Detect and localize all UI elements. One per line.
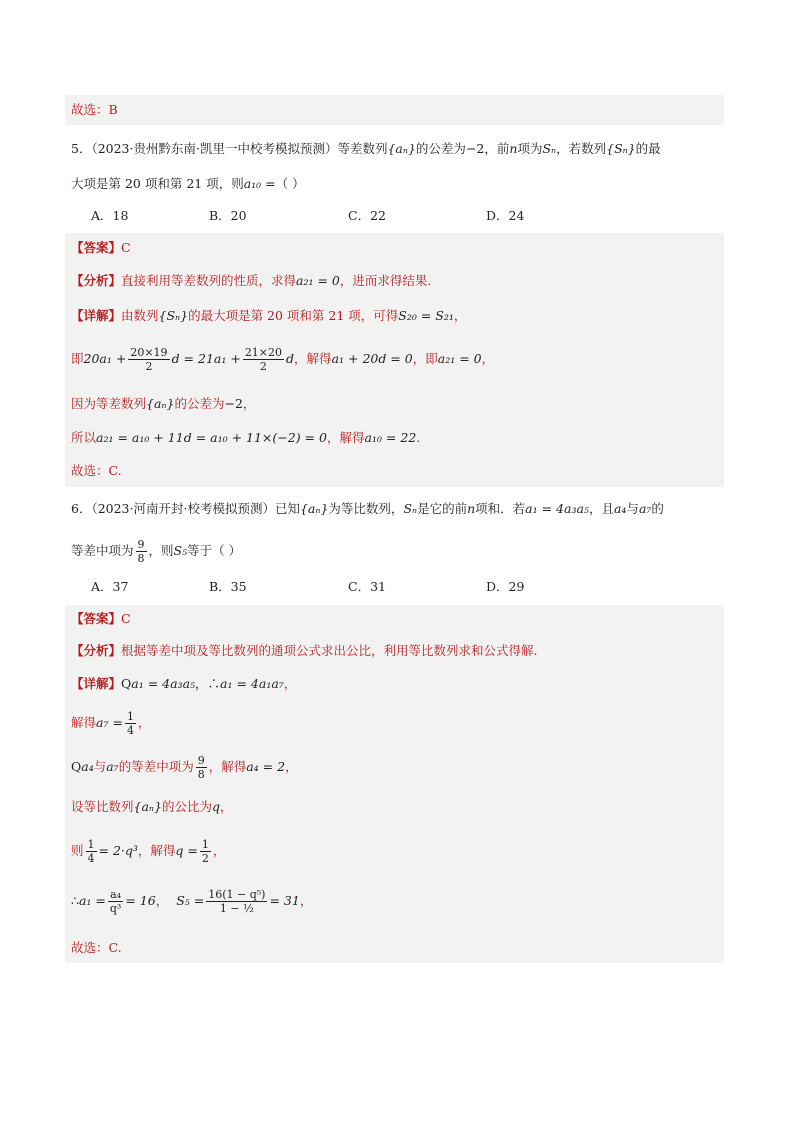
fraction — [243, 346, 284, 373]
detail-text: 所以 — [71, 430, 97, 445]
detail-text: ，解得 — [208, 759, 247, 774]
detail-math: = 16 — [125, 893, 156, 908]
q6-line1 — [71, 499, 664, 519]
fraction-num: 21×20 — [244, 346, 283, 359]
detail-math: a₇ = — [96, 715, 123, 730]
fraction-den: 4 — [87, 852, 95, 865]
detail-math: q — [211, 799, 220, 814]
detail-math: {aₙ} — [146, 396, 175, 411]
detail-math: Q — [121, 676, 132, 691]
detail-math: = 2·q³ — [98, 843, 138, 858]
q6-n: n — [467, 501, 476, 516]
detail-math: d — [286, 351, 295, 366]
detail-text: ， — [212, 843, 226, 858]
detail-text: ， — [299, 893, 313, 908]
analysis-text: 直接利用等差数列的性质，求得 — [121, 273, 297, 288]
q5-d: −2 — [465, 141, 485, 156]
q5-text: 大项是第 20 项和第 21 项，则 — [71, 176, 244, 191]
q5-text: ，若数列 — [556, 141, 607, 156]
q5-final: 故选：C. — [71, 463, 122, 478]
q6-detail-3 — [71, 754, 298, 781]
q5-text: 的公差为 — [415, 141, 466, 156]
q5-option-d: D．24 — [486, 208, 525, 223]
detail-text: 由数列 — [121, 308, 159, 323]
q5-analysis — [71, 271, 431, 291]
detail-math: a₂₁ = 0 — [437, 351, 482, 366]
answer-label: 【答案】 — [71, 240, 122, 255]
q5-Sn: Sₙ — [542, 141, 557, 156]
q6-final: 故选：C. — [71, 940, 122, 955]
q6-detail-6 — [71, 888, 312, 915]
detail-math: a₁ = — [78, 893, 106, 908]
q6-cond: a₁ = 4a₃a₅ — [525, 501, 589, 516]
fraction — [128, 346, 169, 373]
q5-seq: {aₙ} — [387, 141, 416, 156]
detail-text: ， — [219, 799, 233, 814]
fraction-num: 1 — [126, 710, 134, 723]
q5-detail-1 — [71, 306, 466, 326]
q5-number: 5． — [71, 141, 92, 156]
detail-text: ，解得 — [137, 843, 176, 858]
fraction — [108, 888, 123, 915]
detail-math: −2 — [224, 396, 243, 411]
q6-text: 与 — [626, 501, 639, 516]
detail-text: ，解得 — [294, 351, 332, 366]
detail-text: ， — [453, 308, 467, 323]
detail-math: S₂₀ = S₂₁ — [398, 308, 454, 323]
q6-text: 等于（ ） — [187, 543, 242, 558]
q5-detail-2 — [71, 346, 494, 373]
analysis-label: 【分析】 — [71, 273, 122, 288]
detail-math: a₇ — [106, 759, 119, 774]
q6-Sn: Sₙ — [403, 501, 418, 516]
detail-text: 解得 — [71, 715, 97, 730]
fraction-num: 1 — [201, 838, 209, 851]
fraction-den: 8 — [137, 552, 145, 565]
shade-final-b — [65, 95, 724, 125]
detail-text: ， — [155, 893, 169, 908]
detail-math: 20a₁ + — [83, 351, 127, 366]
q5-text: ，前 — [484, 141, 510, 156]
q5-option-a: A．18 — [91, 208, 129, 223]
detail-math: a₁₀ = 22 — [364, 430, 417, 445]
q5-line1 — [71, 139, 661, 159]
detail-text: 即 — [71, 351, 84, 366]
detail-text: . — [416, 430, 421, 445]
q5-a10: a₁₀ = — [243, 176, 276, 191]
detail-label: 【详解】 — [71, 676, 122, 691]
fraction-den: 1 − ½ — [219, 902, 254, 915]
detail-math: Q — [71, 759, 82, 774]
fraction — [125, 710, 136, 737]
detail-text: ， — [137, 715, 151, 730]
detail-math: a₁ = 4a₁a₇ — [220, 676, 284, 691]
q5-detail-3 — [71, 394, 255, 414]
detail-text: 与 — [93, 759, 107, 774]
detail-text: ， — [285, 759, 298, 774]
q6-text: 为等比数列， — [328, 501, 404, 516]
q5-seq-S: {Sₙ} — [606, 141, 636, 156]
detail-text: 则 — [71, 843, 84, 858]
q5-text: （ ） — [275, 176, 305, 191]
answer-label: 【答案】 — [71, 611, 122, 626]
q6-option-b: B．35 — [209, 579, 247, 594]
detail-text: 的最大项是第 20 项和第 21 项，可得 — [188, 308, 399, 323]
detail-math: a₁ + 20d = 0 — [331, 351, 413, 366]
answer-value: C — [121, 240, 131, 255]
analysis-text: ，进而求得结果. — [339, 273, 432, 288]
q6-text: 已知 — [274, 501, 300, 516]
analysis-label: 【分析】 — [71, 643, 122, 658]
answer-value: C — [121, 611, 131, 626]
q5-option-c: C．22 — [348, 208, 386, 223]
q6-S5: S₅ — [173, 543, 188, 558]
q6-text: ，且 — [588, 501, 614, 516]
fraction-num: 1 — [87, 838, 95, 851]
detail-math: a₂₁ = a₁₀ + 11d = a₁₀ + 11×(−2) = 0 — [96, 430, 327, 445]
detail-text: ， — [481, 351, 495, 366]
q6-text: ，则 — [148, 543, 174, 558]
q6-text: 是它的前 — [417, 501, 468, 516]
fraction — [86, 838, 97, 865]
q6-number: 6． — [71, 501, 92, 516]
detail-math: {aₙ} — [133, 799, 162, 814]
fraction-num: a₄ — [110, 888, 122, 901]
fraction-num: 16(1 − q⁵) — [208, 888, 266, 901]
q6-line2 — [71, 538, 241, 565]
q6-option-d: D．29 — [486, 579, 525, 594]
q6-detail-5 — [71, 838, 225, 865]
q5-text: 等差数列 — [337, 141, 388, 156]
detail-math: = 31 — [269, 893, 300, 908]
q5-n: n — [509, 141, 518, 156]
detail-text: ， — [242, 396, 256, 411]
detail-math: a₁ = 4a₃a₅ — [131, 676, 196, 691]
q5-line2 — [71, 174, 305, 194]
detail-text: ，即 — [412, 351, 438, 366]
q6-text: 等差中项为 — [71, 543, 134, 558]
analysis-text: 根据等差中项及等比数列的通项公式求出公比，利用等比数列求和公式得解. — [121, 643, 538, 658]
detail-math: a₄ = 2 — [246, 759, 286, 774]
detail-math: S₅ = — [176, 893, 205, 908]
q5-text: 项为 — [517, 141, 543, 156]
q5-source: （2023·贵州黔东南·凯里一中校考模拟预测） — [91, 141, 338, 156]
q6-seq: {aₙ} — [299, 501, 329, 516]
q5-text: 的最 — [635, 141, 661, 156]
fraction-num: 9 — [197, 754, 205, 767]
q6-option-c: C．31 — [348, 579, 386, 594]
fraction-den: 2 — [259, 360, 267, 373]
fraction-den: 2 — [145, 360, 153, 373]
q5-detail-4 — [71, 428, 420, 448]
q6-source: （2023·河南开封·校考模拟预测） — [91, 501, 275, 516]
detail-math: a₄ — [81, 759, 94, 774]
fraction-den: q³ — [109, 902, 122, 915]
detail-text: 因为等差数列 — [71, 396, 147, 411]
detail-label: 【详解】 — [71, 308, 122, 323]
fraction — [136, 538, 147, 565]
q6-detail-4 — [71, 797, 233, 817]
fraction — [200, 838, 211, 865]
analysis-math: a₂₁ = 0 — [296, 273, 340, 288]
detail-text: 的公比为 — [161, 799, 212, 814]
detail-math: d = 21a₁ + — [171, 351, 241, 366]
q5-option-b: B．20 — [209, 208, 247, 223]
q6-a7: a₇ — [638, 501, 652, 516]
detail-text: ， — [283, 676, 297, 691]
q6-answer — [71, 609, 131, 629]
q6-text: 项和．若 — [475, 501, 526, 516]
detail-math: {Sₙ} — [158, 308, 189, 323]
fraction-num: 9 — [137, 538, 145, 551]
fraction-den: 8 — [197, 768, 205, 781]
fraction-den: 2 — [201, 852, 209, 865]
detail-text: ∴ — [71, 893, 79, 908]
detail-text: ，∴ — [195, 676, 221, 691]
detail-text: 的等差中项为 — [118, 759, 194, 774]
fraction — [206, 888, 267, 915]
detail-text: 设等比数列 — [71, 799, 134, 814]
fraction — [196, 754, 207, 781]
q6-analysis — [71, 641, 538, 661]
q6-text: 的 — [651, 501, 664, 516]
q6-detail-1 — [71, 674, 296, 694]
detail-math: q = — [175, 843, 198, 858]
q5-answer — [71, 238, 131, 258]
final-answer-prev: 故选：B — [71, 102, 118, 117]
detail-text: ，解得 — [326, 430, 365, 445]
fraction-num: 20×19 — [130, 346, 168, 359]
q6-detail-2 — [71, 710, 150, 737]
q6-option-a: A．37 — [91, 579, 129, 594]
q6-a4: a₄ — [613, 501, 627, 516]
fraction-den: 4 — [126, 724, 134, 737]
detail-text: 的公差为 — [174, 396, 225, 411]
